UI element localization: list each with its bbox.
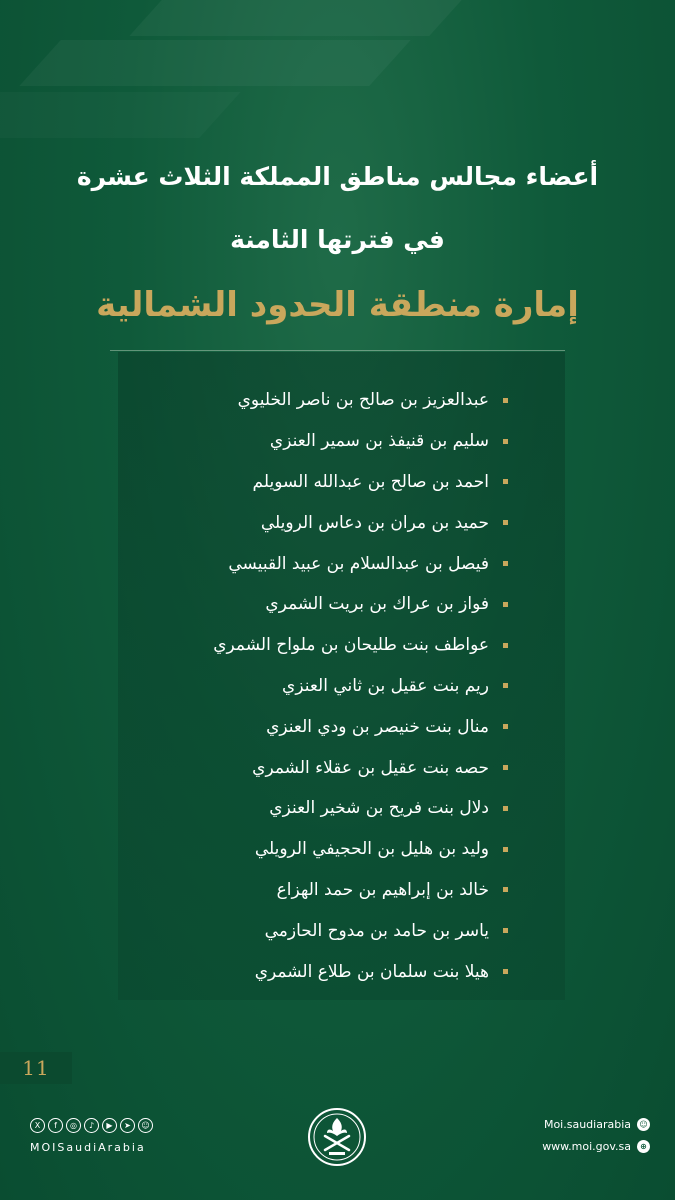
- instagram-icon[interactable]: ◎: [66, 1118, 81, 1133]
- member-list-item: [128, 584, 508, 625]
- bullet-icon: [503, 969, 508, 974]
- tiktok-icon[interactable]: ♪: [84, 1118, 99, 1133]
- bullet-icon: [503, 683, 508, 688]
- bullet-icon: [503, 928, 508, 933]
- bullet-icon: [503, 479, 508, 484]
- page-title-line-1: أعضاء مجالس مناطق المملكة الثلاث عشرة: [76, 162, 599, 191]
- member-name: سليم بن قنيفذ بن سمير العنزي: [269, 431, 489, 452]
- x-icon[interactable]: X: [30, 1118, 45, 1133]
- bullet-icon: [503, 765, 508, 770]
- telegram-icon[interactable]: ➤: [120, 1118, 135, 1133]
- bullet-icon: [503, 643, 508, 648]
- member-list-item: [128, 666, 508, 707]
- member-list-item: [128, 543, 508, 584]
- snapchat-icon[interactable]: ☺: [138, 1118, 153, 1133]
- bullet-icon: [503, 439, 508, 444]
- snapchat-icon: ☺: [637, 1118, 650, 1131]
- member-list-item: [128, 870, 508, 911]
- social-icons: [30, 1118, 153, 1133]
- bullet-icon: [503, 887, 508, 892]
- member-name: هيلا بنت سلمان بن طلاع الشمري: [254, 961, 489, 982]
- bullet-icon: [503, 520, 508, 525]
- snapchat-contact[interactable]: [544, 1118, 650, 1131]
- globe-icon: ⊕: [637, 1140, 650, 1153]
- member-list-item: [128, 380, 508, 421]
- member-list-item: [128, 421, 508, 462]
- member-name: منال بنت خنيصر بن ودي العنزي: [266, 716, 489, 737]
- title-divider: [110, 350, 565, 351]
- website-link: www.moi.gov.sa: [542, 1140, 631, 1153]
- member-name: حميد بن مران بن دعاس الرويلي: [260, 512, 489, 533]
- members-list: [128, 380, 508, 992]
- member-list-item: [128, 706, 508, 747]
- member-name: وليد بن هليل بن الحجيفي الرويلي: [254, 839, 489, 860]
- website-contact[interactable]: [542, 1140, 650, 1153]
- member-name: خالد بن إبراهيم بن حمد الهزاع: [276, 879, 489, 900]
- decorative-stripe: [19, 40, 410, 86]
- page-number-badge: [0, 1052, 72, 1084]
- decorative-stripe: [129, 0, 470, 36]
- saudi-emblem-logo: [307, 1106, 367, 1168]
- member-name: دلال بنت فريح بن شخير العنزي: [269, 798, 489, 819]
- member-list-item: [128, 502, 508, 543]
- member-list-item: [128, 462, 508, 503]
- bullet-icon: [503, 561, 508, 566]
- member-name: احمد بن صالح بن عبدالله السويلم: [252, 471, 489, 492]
- member-name: عواطف بنت طليحان بن ملواح الشمري: [213, 635, 489, 656]
- bullet-icon: [503, 724, 508, 729]
- member-name: فواز بن عراك بن بريت الشمري: [265, 594, 489, 615]
- member-list-item: [128, 747, 508, 788]
- member-list-item: [128, 829, 508, 870]
- youtube-icon[interactable]: ▶: [102, 1118, 117, 1133]
- member-list-item: [128, 625, 508, 666]
- bullet-icon: [503, 847, 508, 852]
- bullet-icon: [503, 398, 508, 403]
- member-name: فيصل بن عبدالسلام بن عبيد القبيسي: [228, 553, 489, 574]
- members-panel: [118, 352, 565, 1000]
- bullet-icon: [503, 806, 508, 811]
- member-list-item: [128, 910, 508, 951]
- member-list-item: [128, 788, 508, 829]
- member-name: ياسر بن حامد بن مدوح الحازمي: [264, 920, 489, 941]
- bullet-icon: [503, 602, 508, 607]
- social-handle[interactable]: MOISaudiArabia: [30, 1141, 146, 1154]
- page-title-line-2: في فترتها الثامنة: [230, 225, 445, 254]
- member-list-item: [128, 951, 508, 992]
- snapchat-handle: Moi.saudiarabia: [543, 1118, 631, 1131]
- region-title: إمارة منطقة الحدود الشمالية: [96, 285, 579, 325]
- member-name: عبدالعزيز بن صالح بن ناصر الخليوي: [237, 390, 489, 411]
- member-name: ريم بنت عقيل بن ثاني العنزي: [282, 675, 489, 696]
- decorative-stripe: [0, 92, 241, 138]
- member-name: حصه بنت عقيل بن عقلاء الشمري: [252, 757, 489, 778]
- facebook-icon[interactable]: f: [48, 1118, 63, 1133]
- page-number: 11: [22, 1056, 50, 1080]
